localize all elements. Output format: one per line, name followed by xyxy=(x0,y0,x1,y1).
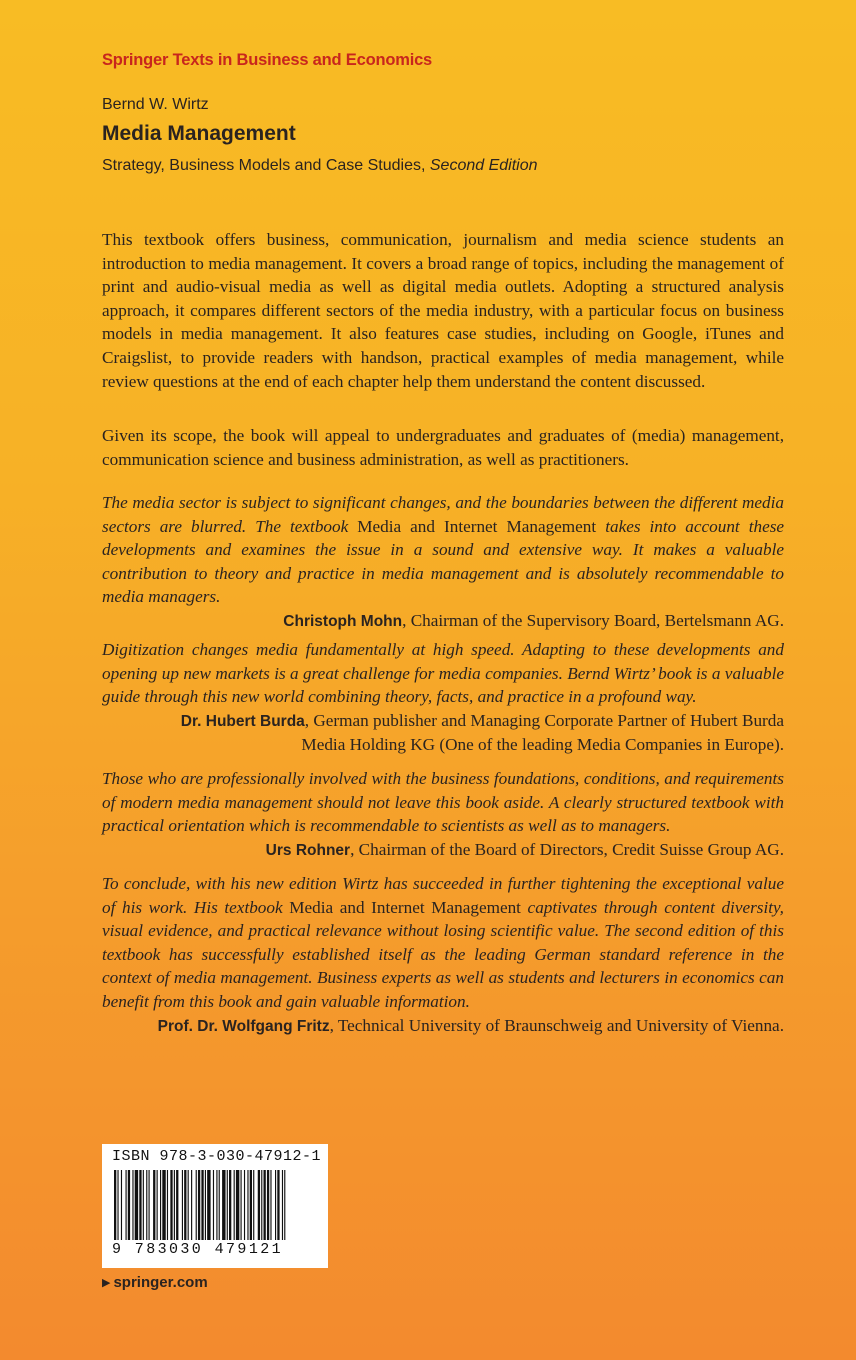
endorser-affiliation: , Technical University of Braunschweig and University of Vienna. xyxy=(329,1015,784,1035)
endorser-affiliation: , German publisher and Managing Corporate Partner of Hubert Burda xyxy=(304,710,784,730)
barcode-bar xyxy=(236,1170,239,1240)
isbn-label: ISBN 978-3-030-47912-1 xyxy=(112,1148,322,1165)
barcode-bar xyxy=(277,1170,279,1240)
description-paragraph-2: Given its scope, the book will appeal to undergraduates and graduates of (media) management, communication science and business administration, as well as practitioners. xyxy=(102,426,784,469)
barcode-bar xyxy=(174,1170,175,1240)
barcode-bar xyxy=(253,1170,254,1240)
barcode-bar xyxy=(143,1170,144,1240)
barcode-bar xyxy=(234,1170,235,1240)
quote-text xyxy=(102,872,784,1014)
website-link[interactable] xyxy=(102,1274,208,1291)
quote-text: Those who are professionally involved with the business foundations, conditions, and requirements of modern media management should not leave this book aside. A clearly structured textbook with practical orientation which is recommendable to scientists as well as to managers. xyxy=(102,769,784,836)
quote-attribution xyxy=(102,709,784,757)
quote-text-part: takes into account these developments and examines the issue in a sound and extensive way. It makes a valuable contribution to theory and practice in media management and is absolutely recommendable to media managers. xyxy=(102,516,785,607)
barcode-bar xyxy=(222,1170,225,1240)
endorsement-quote-1 xyxy=(102,491,784,634)
barcode-bar xyxy=(114,1170,116,1240)
barcode-bar xyxy=(284,1170,285,1240)
barcode-bar xyxy=(188,1170,189,1240)
barcode-bar xyxy=(153,1170,155,1240)
author-name: Bernd W. Wirtz xyxy=(102,96,209,113)
book-title: Media Management xyxy=(102,122,296,145)
endorser-affiliation-continued: Media Holding KG (One of the leading Media Companies in Europe). xyxy=(301,735,784,755)
quote-text xyxy=(102,491,784,609)
barcode-bar xyxy=(264,1170,266,1240)
endorser-name: Urs Rohner xyxy=(265,841,351,859)
barcode-bar xyxy=(241,1170,242,1240)
isbn-barcode xyxy=(102,1144,328,1268)
barcode-bar xyxy=(258,1170,260,1240)
barcode-bars xyxy=(114,1170,316,1250)
barcode-bar xyxy=(135,1170,138,1240)
barcode-bar xyxy=(219,1170,220,1240)
quote-attribution xyxy=(102,1014,784,1039)
barcode-bar xyxy=(227,1170,228,1240)
isbn-digits: 9 783030 479121 xyxy=(112,1241,284,1258)
barcode-bar xyxy=(196,1170,197,1240)
barcode-bar xyxy=(267,1170,269,1240)
barcode-bar xyxy=(282,1170,283,1240)
quote-attribution xyxy=(102,609,784,634)
description-paragraph-1: This textbook offers business, communication, journalism and media science students an introduction to media management. It covers a broad range of topics, including the management of print and audio-visual media as well as digital media outlets. Adopting a structured analysis approach, it compares different sectors of the media industry, with a particular focus on business models in media management. It also features case studies, including on Google, iTunes and Craigslist, to provide readers with handson, practical examples of media management, while review questions at the end of each chapter help them understand the content discussed. xyxy=(102,230,784,391)
barcode-bar xyxy=(184,1170,186,1240)
barcode-bar xyxy=(117,1170,118,1240)
endorsement-quote-4 xyxy=(102,872,784,1038)
barcode-bar xyxy=(132,1170,133,1240)
endorser-name: Christoph Mohn xyxy=(283,612,403,630)
endorsement-quote-3 xyxy=(102,767,784,862)
barcode-bar xyxy=(128,1170,130,1240)
barcode-bar xyxy=(250,1170,252,1240)
book-subtitle xyxy=(102,157,538,175)
subtitle-main: Strategy, Business Models and Case Studies, xyxy=(102,157,430,174)
barcode-bar xyxy=(176,1170,178,1240)
barcode-bar xyxy=(205,1170,206,1240)
endorser-name: Dr. Hubert Burda xyxy=(180,712,305,730)
barcode-bar xyxy=(167,1170,168,1240)
quote-book-reference: Media and Internet Management xyxy=(289,897,521,917)
quote-text-part: captivates through content diversity, visual evidence, and practical relevance without losing scientific value. The second edition of this textbook has successfully established itself as the leading German standard reference in the context of media management. Business experts as well as students and lecturers in economics can benefit from this book and gain valuable information. xyxy=(102,897,784,1011)
quote-text-part: To conclude, with his new edition Wirtz has succeeded in further tightening the exceptional value of his work. His textbook xyxy=(102,874,784,917)
barcode-bar xyxy=(157,1170,158,1240)
quote-attribution xyxy=(102,838,784,863)
barcode-bar xyxy=(216,1170,217,1240)
barcode-bar xyxy=(191,1170,192,1240)
barcode-bar xyxy=(182,1170,183,1240)
barcode-bar xyxy=(201,1170,203,1240)
barcode-bar xyxy=(149,1170,150,1240)
barcode-bar xyxy=(213,1170,214,1240)
barcode-bar xyxy=(160,1170,161,1240)
barcode-bar xyxy=(207,1170,210,1240)
endorser-affiliation: , Chairman of the Board of Directors, Credit Suisse Group AG. xyxy=(350,839,784,859)
barcode-bar xyxy=(247,1170,248,1240)
barcode-bar xyxy=(270,1170,271,1240)
barcode-bar xyxy=(198,1170,200,1240)
website-text: springer.com xyxy=(113,1274,208,1291)
quote-text: Digitization changes media fundamentally at high speed. Adapting to these developments and opening up new markets is a great challenge for media companies. Bernd Wirtz’ book is a valuable guide through this new world combining theory, facts, and practice in a profound way. xyxy=(102,640,784,707)
barcode-bar xyxy=(139,1170,141,1240)
barcode-bar xyxy=(275,1170,276,1240)
barcode-bar xyxy=(244,1170,245,1240)
barcode-bar xyxy=(121,1170,122,1240)
endorser-affiliation: , Chairman of the Supervisory Board, Bertelsmann AG. xyxy=(402,610,784,630)
arrow-right-icon: ▶ xyxy=(102,1277,111,1289)
barcode-bar xyxy=(229,1170,231,1240)
quote-text-part: The media sector is subject to significant changes, and the boundaries between the different media sectors are blurred. The textbook xyxy=(102,493,784,536)
series-title: Springer Texts in Business and Economics xyxy=(102,51,433,69)
barcode-bar xyxy=(146,1170,147,1240)
barcode-bar xyxy=(126,1170,127,1240)
barcode-bar xyxy=(261,1170,262,1240)
barcode-bar xyxy=(162,1170,165,1240)
barcode-bar xyxy=(170,1170,172,1240)
quote-book-reference: Media and Internet Management xyxy=(357,516,597,536)
endorser-name: Prof. Dr. Wolfgang Fritz xyxy=(157,1017,330,1035)
endorsement-quote-2 xyxy=(102,638,784,757)
subtitle-edition: Second Edition xyxy=(429,157,538,174)
